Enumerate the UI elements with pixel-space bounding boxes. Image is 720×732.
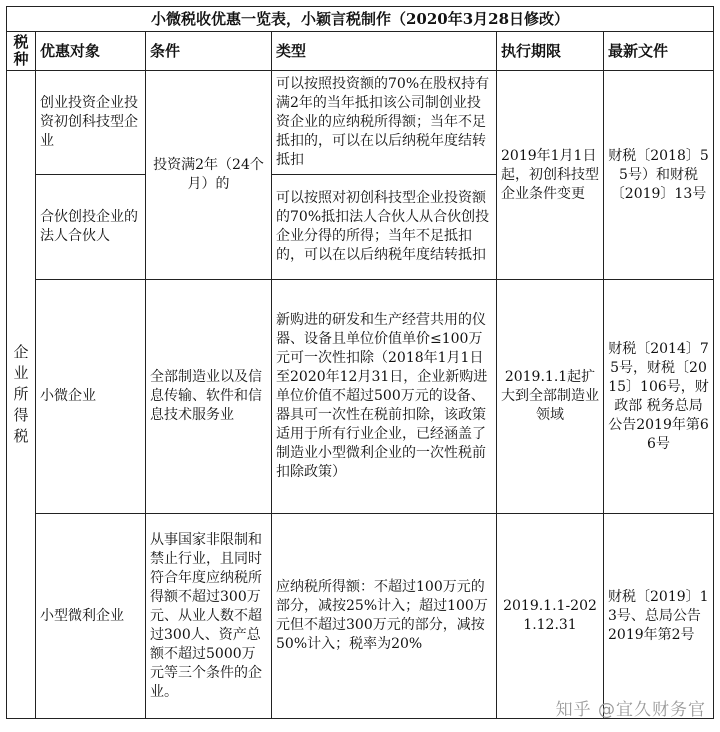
header-row <box>7 32 714 71</box>
header-docs: 最新文件 <box>604 32 714 71</box>
tax-type-text: 企业所得税 <box>13 343 29 445</box>
shared-docs-cell: 财税〔2018〕55号）和财税〔2019〕13号 <box>604 71 714 280</box>
shared-period-cell: 2019年1月1日起，初创科技型企业条件变更 <box>497 71 604 280</box>
shared-condition-cell: 投资满2年（24个月）的 <box>146 71 272 280</box>
type-cell: 应纳税所得额：不超过100万元的部分，减按25%计入；超过100万元但不超过300万元的部分，减按50%计入；税率为20% <box>272 514 497 719</box>
docs-cell: 财税〔2014〕75号，财税〔2015〕106号，财政部 税务总局公告2019年第66号 <box>604 280 714 514</box>
target-cell: 创业投资企业投资初创科技型企业 <box>36 71 146 175</box>
type-cell: 可以按照对初创科技型企业投资额的70%抵扣法人合伙人从合伙创投企业分得的所得；当年不足抵扣的，可以在以后纳税年度结转抵扣 <box>272 175 497 280</box>
target-cell: 小型微利企业 <box>36 514 146 719</box>
tax-incentive-table <box>6 6 714 719</box>
header-tax-type: 税种 <box>7 32 36 71</box>
table-row <box>7 514 714 719</box>
table-row <box>7 280 714 514</box>
target-cell: 合伙创投企业的法人合伙人 <box>36 175 146 280</box>
header-condition: 条件 <box>146 32 272 71</box>
table-title: 小微税收优惠一览表，小颖言税制作（2020年3月28日修改） <box>7 7 714 32</box>
type-cell: 新购进的研发和生产经营共用的仪器、设备且单位价值单价≤100万元可一次性扣除（2018年1月1日至2020年12月31日，企业新购进单位价值不超过500万元的设备、器具可一次性在税前扣除，该政策适用于所有行业企业，已经涵盖了制造业小型微利企业的一次性税前扣除政策） <box>272 280 497 514</box>
header-target: 优惠对象 <box>36 32 146 71</box>
table-title-row <box>7 7 714 32</box>
header-period: 执行期限 <box>497 32 604 71</box>
period-cell: 2019.1.1起扩大到全部制造业领域 <box>497 280 604 514</box>
header-type: 类型 <box>272 32 497 71</box>
condition-cell: 全部制造业以及信息传输、软件和信息技术服务业 <box>146 280 272 514</box>
condition-cell: 从事国家非限制和禁止行业，且同时符合年度应纳税所得额不超过300万元、从业人数不超过300人、资产总额不超过5000万元等三个条件的企业。 <box>146 514 272 719</box>
target-cell: 小微企业 <box>36 280 146 514</box>
table-row <box>7 71 714 175</box>
watermark: 知乎 @宜久财务官 <box>555 700 706 720</box>
type-cell: 可以按照投资额的70%在股权持有满2年的当年抵扣该公司制创业投资企业的应纳税所得额；当年不足抵扣的，可以在以后纳税年度结转抵扣 <box>272 71 497 175</box>
docs-cell: 财税〔2019〕13号、总局公告2019年第2号 <box>604 514 714 719</box>
tax-type-cell <box>7 71 36 719</box>
period-cell: 2019.1.1-2021.12.31 <box>497 514 604 719</box>
